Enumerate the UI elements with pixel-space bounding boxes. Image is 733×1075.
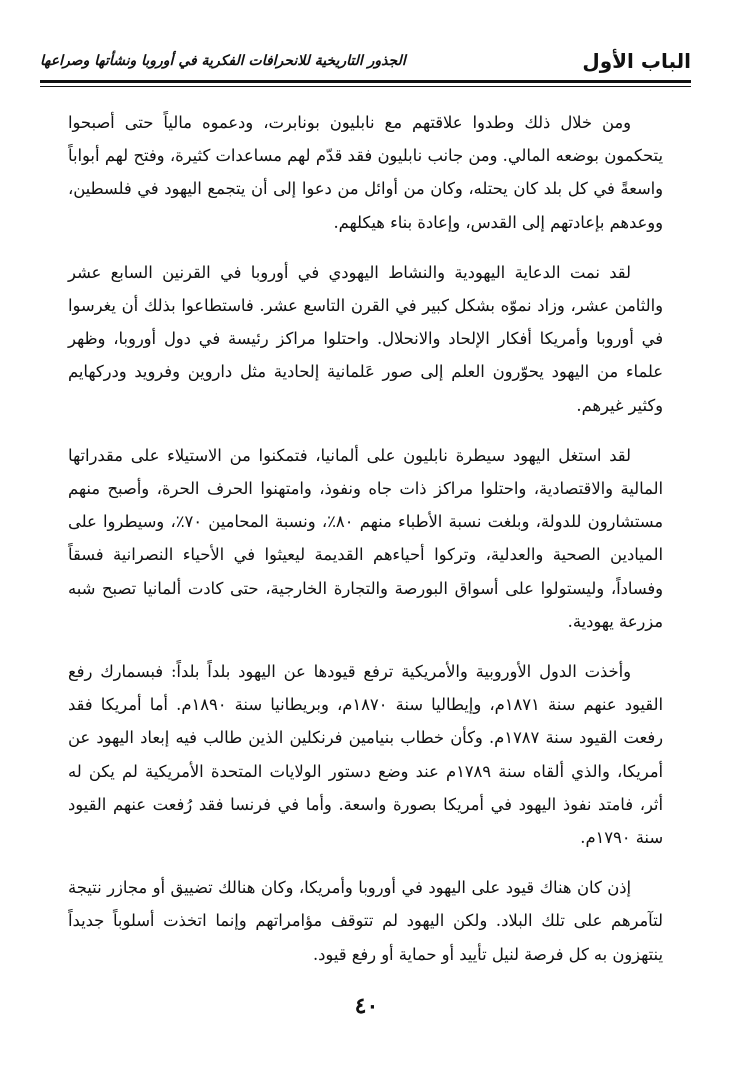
body-text xyxy=(68,106,663,988)
header-rule-thick xyxy=(40,80,691,83)
paragraph: لقد استغل اليهود سيطرة نابليون على ألمانيا، فتمكنوا من الاستيلاء على مقدراتها المالية والاقتصادية، واحتلوا مراكز ذات جاه ونفوذ، وامتهنوا الحرف الحرة، وأصبح منهم مستشارون للدولة، وبلغت نسبة الأطباء منهم ٨٠٪، ونسبة المحامين ٧٠٪، وسيطروا على الميادين الصحية والعدلية، وتركوا أحياءهم القديمة ليعيثوا في الأحياء النصرانية فسقاً وفساداً، وليستولوا على أسواق البورصة والتجارة الخارجية، حتى كادت ألمانيا تصبح شبه مزرعة يهودية. xyxy=(68,445,663,631)
paragraph: لقد نمت الدعاية اليهودية والنشاط اليهودي في أوروبا في القرنين السابع عشر والثامن عشر، وزاد نموّه بشكل كبير في القرن التاسع عشر. فاستطاعوا بذلك أن يغرسوا في أوروبا وأمريكا أفكار الإلحاد والانحلال. واحتلوا مراكز رئيسة في دول أوروبا، وظهر علماء من اليهود يحوّرون العلم إلى صور عَلمانية إلحادية مثل داروين وفرويد ودركهايم وكثير غيرهم. xyxy=(68,262,663,415)
chapter-title: الباب الأول xyxy=(582,49,691,73)
paragraph: إذن كان هناك قيود على اليهود في أوروبا وأمريكا، وكان هنالك تضييق أو مجازر نتيجة لتآمرهم على تلك البلاد. ولكن اليهود لم تتوقف مؤامراتهم وإنما اتخذت أسلوباً جديداً ينتهزون به كل فرصة لنيل تأييد أو حماية أو رفع قيود. xyxy=(68,878,663,964)
paragraph: وأخذت الدول الأوروبية والأمريكية ترفع قيودها عن اليهود بلداً بلداً: فبسمارك رفع القيود عنهم سنة ١٨٧١م، وإيطاليا سنة ١٨٧٠م، وبريطانيا سنة ١٨٩٠م. أما أمريكا فقد رفعت القيود سنة ١٧٨٧م. وكأن خطاب بنيامين فرنكلين الذين طالب فيه إبعاد اليهود عن أمريكا، والذي ألقاه سنة ١٧٨٩م عند وضع دستور الولايات المتحدة الأمريكية لم يكن له أثر، فامتد نفوذ اليهود في أمريكا بصورة واسعة. وأما في فرنسا فقد رُفعت عنهم القيود سنة ١٧٩٠م. xyxy=(68,662,663,848)
paragraph: ومن خلال ذلك وطدوا علاقتهم مع نابليون بونابرت، ودعموه مالياً حتى أصبحوا يتحكمون بوضعه المالي. ومن جانب نابليون فقد قدّم لهم مساعدات كثيرة، وفتح لهم أبواباً واسعةً في كل بلد كان يحتله، وكان من أوائل من دعوا إلى أن يتجمع اليهود في فلسطين، ووعدهم بإعادتهم إلى القدس، وإعادة بناء هيكلهم. xyxy=(68,113,663,232)
page-number: ٤٠ xyxy=(354,993,379,1019)
running-title: الجذور التاريخية للانحرافات الفكرية في أوروبا ونشأتها وصراعها xyxy=(40,53,406,69)
header-rule-thin xyxy=(40,86,691,87)
page-header xyxy=(40,44,691,78)
